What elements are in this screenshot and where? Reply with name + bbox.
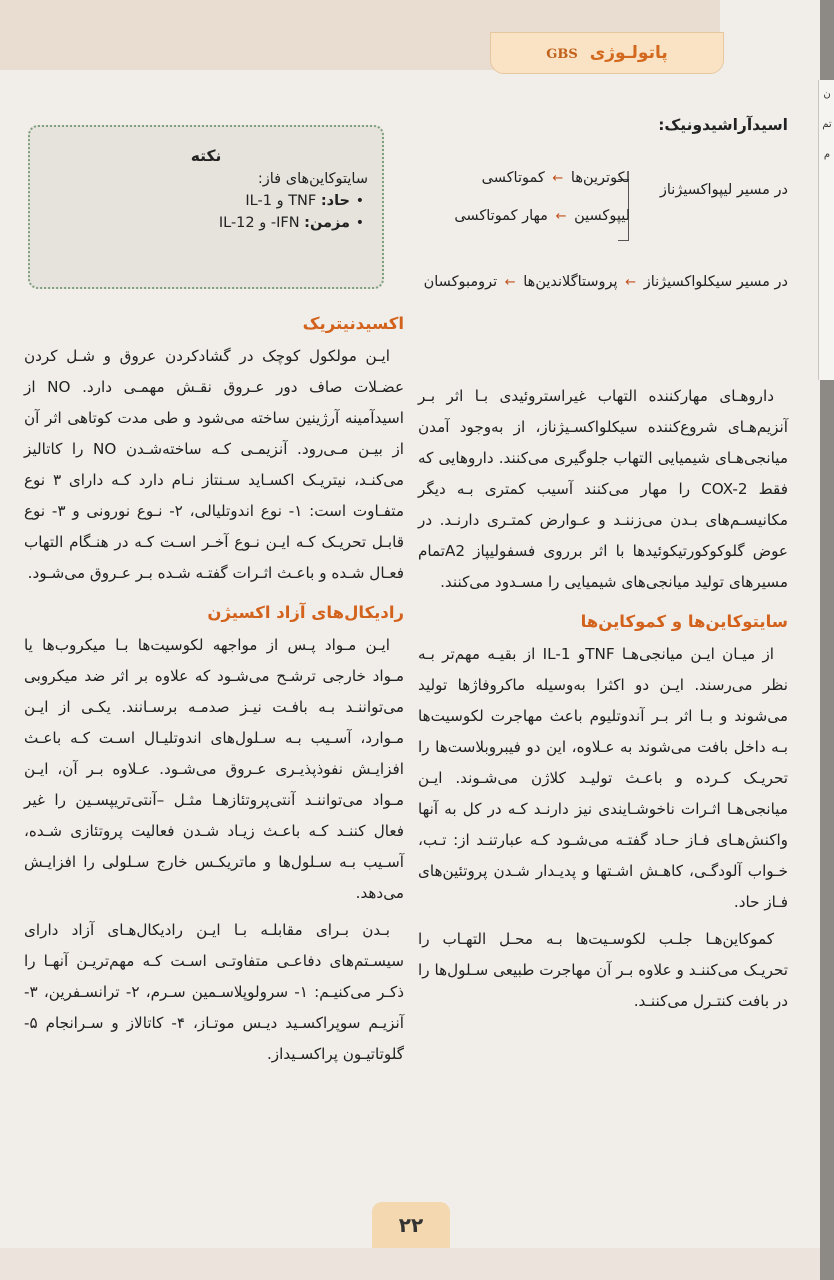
edge-char: ن xyxy=(823,89,831,100)
chemotaxis-inhibit-label: مهار کموتاکسی xyxy=(454,208,548,224)
note-box xyxy=(28,125,384,289)
cytokines-paragraph: از میـان ایـن میانجی‌هـا TNFو IL-1 از بقیـه مهم‌تر بـه نظر می‌رسند. ایـن دو اکثرا به‌وسیله ماکروفاژها تولید می‌شوند و بـا اثر بـر آندوتلیوم باعث مهاجرت لکوسیت‌ها بـه داخل بافت می‌شوند به عـلاوه، این دو فیبروبلاست‌ها را تحریـک کـرده و باعـث تولیـد کلاژن می‌شـوند. ایـن میانجی‌هـا اثـرات ناخوشـایندی نیز دارنـد کـه در کل به آنها واکنش‌هـای فـاز حـاد گفتـه می‌شـود کـه عبارتنـد از: تـب، خـواب آلودگـی، کاهـش اشـتها و پدیـدار شـدن پروتئین‌های فـاز حاد. xyxy=(418,645,788,911)
note-acute-text: TNF و IL-1 xyxy=(245,193,317,209)
chapter-header xyxy=(490,32,724,74)
book-code: GBS xyxy=(546,47,578,62)
free-radicals-heading: رادیکال‌های آزاد اکسیژن xyxy=(207,603,404,622)
chapter-title: پاتولـوژی xyxy=(589,43,668,63)
cytokines-heading: سایتوکاین‌ها و کموکاین‌ها xyxy=(580,612,788,631)
left-column xyxy=(24,300,404,1076)
edge-char: تم xyxy=(822,119,832,130)
right-column xyxy=(418,110,788,1023)
arachidonic-diagram xyxy=(418,141,788,381)
arrow-icon: ← xyxy=(555,209,567,224)
note-acute-label: حاد: xyxy=(320,193,350,209)
footer-band xyxy=(0,1248,820,1280)
page-number: ۲۲ xyxy=(372,1202,450,1248)
note-chronic-label: مزمن: xyxy=(304,215,350,231)
chemokines-paragraph: کموکاین‌هـا جلـب لکوسـیت‌ها بـه محـل التهـاب را تحریـک می‌کننـد و علاوه بـر آن مهاجرت طبیعی سـلول‌ها را در بافت کنتـرل می‌کننـد. xyxy=(418,930,788,1010)
lipox-prefix: در مسیر لیپواکسیژناز xyxy=(659,182,788,198)
nitric-oxide-paragraph: ایـن مولکول کوچک در گشادکردن عروق و شـل کردن عضـلات صاف دور عـروق نقـش مهمـی دارد. NO از اسیدآمینه آرژینین ساخته می‌شود و طی مدت کوتاهی اثر آن از بیـن مـی‌رود. آنزیمـی کـه ساخته‌شـدن NO را کاتالیز می‌کنـد، نیتریـک اکسـاید سـنتاز نـام دارد کـه دارای ۳ نوع متفـاوت است: ۱- نوع اندوتلیالی، ۲- نـوع نورونی و ۳- نوع قابـل تحریـک کـه ایـن نـوع آخـر اسـت کـه در هنـگام التهاب فعـال شـده و باعـث اثـرات گفتـه شـده بـر عـروق می‌شـود. xyxy=(24,347,405,582)
edge-char: م xyxy=(823,149,831,160)
arachidonic-title: اسیدآراشیدونیک: xyxy=(658,116,788,134)
lipoxin-label: لیپوکسین xyxy=(574,208,630,224)
chemotaxis-label: کموتاکسی xyxy=(481,170,545,186)
thromboxane-label: ترومبوکسان xyxy=(423,274,498,290)
arrow-icon: ← xyxy=(552,171,564,186)
prostaglandin-label: پروستاگلاندین‌ها xyxy=(523,274,618,290)
note-chronic-item xyxy=(30,215,364,231)
nitric-oxide-heading: اکسیدنیتریک xyxy=(302,314,404,333)
free-radicals-paragraph: ایـن مـواد پـس از مواجهه لکوسیت‌ها بـا میکروب‌ها یا مـواد خارجی ترشـح می‌شـود که علاوه بر اثر ضد میکروبی می‌تواننـد بـه بافـت نیـز صدمـه برسـانند. یکـی از ایـن مـوارد، آسـیب بـه سـلول‌های اندوتلیـال اسـت کـه باعـث افزایـش نفوذپذیـری عـروق می‌شـود. عـلاوه بـر آن، ایـن مـواد می‌تواننـد آنتی‌پروتئازهـا مثـل –آنتی‌تریپسـین را غیر فعال کننـد کـه باعـث زیـاد شـدن فعالیت پروتئازی شـده، آسـیب بـه سـلول‌ها و ماتریکـس خارج سـلولی را افزایـش می‌دهد. xyxy=(24,636,404,902)
cyclo-prefix: در مسیر سیکلواکسیژناز xyxy=(643,274,788,290)
arrow-icon: ← xyxy=(504,275,516,290)
leukotriene-label: لکوترین‌ها xyxy=(570,170,630,186)
note-acute-item xyxy=(30,193,364,209)
arrow-icon: ← xyxy=(625,275,637,290)
adjacent-page-edge xyxy=(818,80,834,380)
note-chronic-text: IFN- و IL-12 xyxy=(218,215,300,231)
defense-systems-paragraph: بـدن بـرای مقابلـه بـا ایـن رادیکال‌هـای آزاد دارای سیسـتم‌های دفاعـی متفاوتـی اسـت کـه مهم‌تریـن آنهـا را ذکـر می‌کنیـم: ۱- سرولوپلاسـمین سـرم، ۲- ترانسـفرین، ۳- آنزیـم سوپراکسـید دیـس موتـاز، ۴- کاتالاز و سـرانجام ۵- گلوتاتیـون پراکسـیداز. xyxy=(24,921,405,1063)
note-title: نکته xyxy=(190,147,222,165)
nsaid-paragraph: داروهـای مهارکننده التهاب غیراستروئیدی بـا اثر بـر آنزیم‌هـای شروع‌کننده سیکلواکسـیژناز، از به‌وجود آمدن میانجی‌هـای شیمیایی التهاب جلوگیری می‌کنند. داروهایی که فقط COX-2 را مهار می‌کنند آسیب کمتری بـه دیگر مکانیسـم‌های بـدن می‌زننـد و عـوارض کمتـری دارنـد. در عوض گلوکوکورتیکوئیدها با اثر برروی فسفولیپاز A2تمام مسیرهای تولید میانجی‌های شیمیایی را مسـدود می‌کنند. xyxy=(418,387,788,591)
note-subtitle: سایتوکاین‌های فاز: xyxy=(257,171,368,187)
